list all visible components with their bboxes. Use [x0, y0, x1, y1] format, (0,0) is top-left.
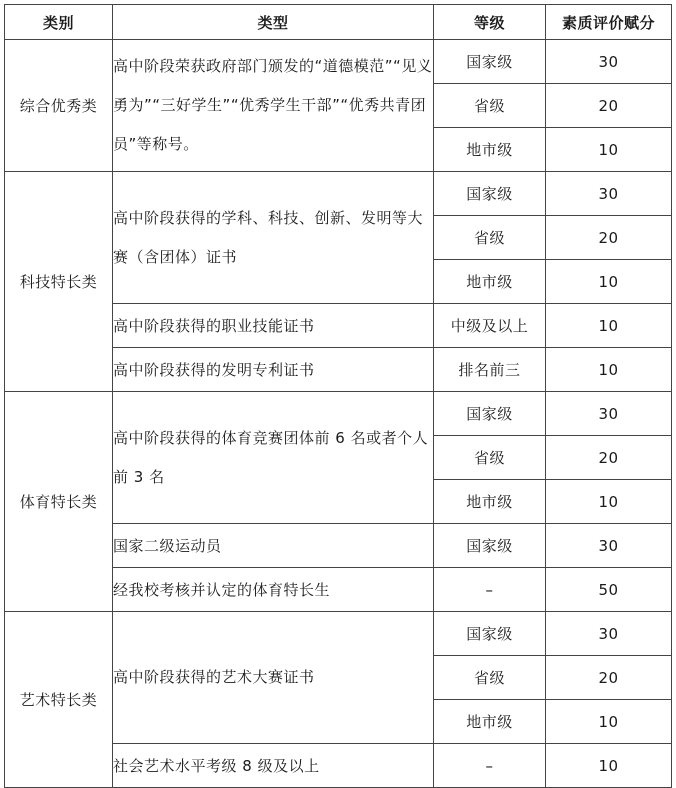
table-row: [5, 612, 672, 656]
level-cell: 排名前三: [434, 348, 546, 392]
score-cell: 10: [546, 480, 672, 524]
level-cell: 地市级: [434, 700, 546, 744]
score-cell: 10: [546, 304, 672, 348]
table-row: [5, 40, 672, 84]
score-cell: 10: [546, 348, 672, 392]
score-cell: 20: [546, 216, 672, 260]
header-row: [5, 5, 672, 40]
level-cell: 国家级: [434, 40, 546, 84]
score-cell: 30: [546, 40, 672, 84]
level-cell: 省级: [434, 216, 546, 260]
header-type: 类型: [113, 5, 434, 40]
score-cell: 10: [546, 260, 672, 304]
table-row: [5, 392, 672, 436]
type-cell: 高中阶段获得的职业技能证书: [113, 304, 434, 348]
level-cell: 地市级: [434, 480, 546, 524]
table-body: [5, 40, 672, 788]
level-cell: 省级: [434, 436, 546, 480]
type-cell: 高中阶段获得的体育竞赛团体前 6 名或者个人前 3 名: [113, 392, 434, 524]
level-cell: –: [434, 744, 546, 788]
score-cell: 30: [546, 524, 672, 568]
type-cell: 高中阶段荣获政府部门颁发的“道德模范”“见义勇为”“三好学生”“优秀学生干部”“优秀共青团员”等称号。: [113, 40, 434, 172]
score-table: [4, 4, 672, 788]
level-cell: 国家级: [434, 392, 546, 436]
type-cell: 高中阶段获得的艺术大赛证书: [113, 612, 434, 744]
score-cell: 20: [546, 436, 672, 480]
level-cell: 中级及以上: [434, 304, 546, 348]
score-cell: 30: [546, 392, 672, 436]
score-cell: 20: [546, 84, 672, 128]
score-cell: 10: [546, 700, 672, 744]
type-cell: 高中阶段获得的发明专利证书: [113, 348, 434, 392]
level-cell: 国家级: [434, 524, 546, 568]
type-cell: 国家二级运动员: [113, 524, 434, 568]
level-cell: –: [434, 568, 546, 612]
level-cell: 地市级: [434, 128, 546, 172]
score-cell: 50: [546, 568, 672, 612]
score-cell: 20: [546, 656, 672, 700]
header-level: 等级: [434, 5, 546, 40]
type-cell: 社会艺术水平考级 8 级及以上: [113, 744, 434, 788]
category-cell: 体育特长类: [5, 392, 113, 612]
category-cell: 艺术特长类: [5, 612, 113, 788]
category-cell: 科技特长类: [5, 172, 113, 392]
type-cell: 高中阶段获得的学科、科技、创新、发明等大赛（含团体）证书: [113, 172, 434, 304]
type-cell: 经我校考核并认定的体育特长生: [113, 568, 434, 612]
score-cell: 30: [546, 172, 672, 216]
score-cell: 10: [546, 744, 672, 788]
score-cell: 30: [546, 612, 672, 656]
level-cell: 国家级: [434, 612, 546, 656]
score-cell: 10: [546, 128, 672, 172]
level-cell: 省级: [434, 656, 546, 700]
header-category: 类别: [5, 5, 113, 40]
table-row: [5, 172, 672, 216]
level-cell: 国家级: [434, 172, 546, 216]
level-cell: 省级: [434, 84, 546, 128]
header-score: 素质评价赋分: [546, 5, 672, 40]
category-cell: 综合优秀类: [5, 40, 113, 172]
table-header: [5, 5, 672, 40]
level-cell: 地市级: [434, 260, 546, 304]
